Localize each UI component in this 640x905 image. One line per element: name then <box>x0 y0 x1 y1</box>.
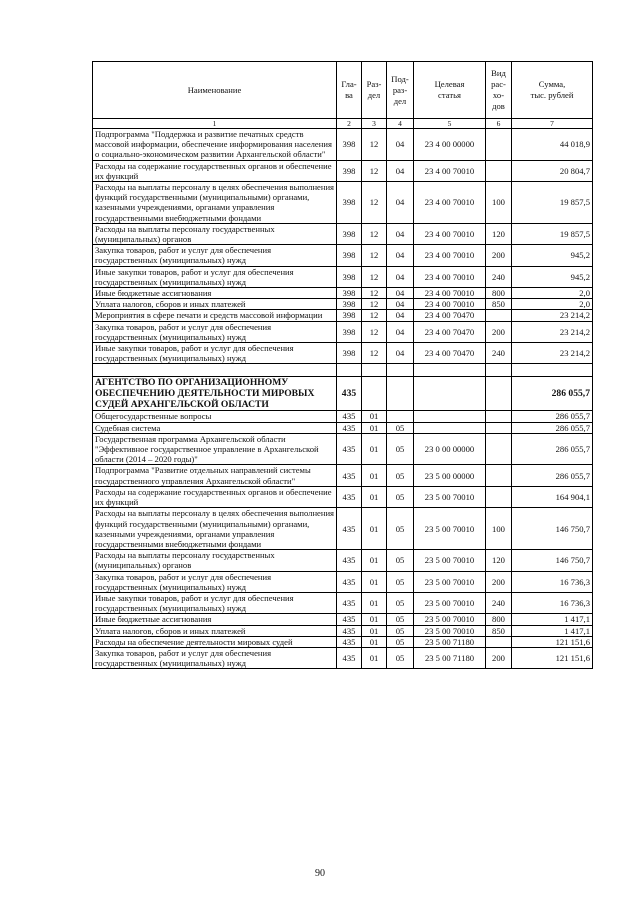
cell-glava: 398 <box>337 245 362 266</box>
cell-podrazdel <box>387 377 414 411</box>
cell-razdel: 12 <box>362 310 387 321</box>
cell-name: Уплата налогов, сборов и иных платежей <box>93 299 337 310</box>
cell-summa: 23 214,2 <box>512 310 593 321</box>
column-number-row <box>93 119 593 129</box>
cell-podrazdel: 05 <box>387 465 414 486</box>
column-number: 4 <box>387 119 414 129</box>
cell-glava: 398 <box>337 223 362 244</box>
cell-name: Мероприятия в сфере печати и средств массовой информации <box>93 310 337 321</box>
cell-vid: 850 <box>486 625 512 636</box>
cell-name: Закупка товаров, работ и услуг для обеспечения государственных (муниципальных) нужд <box>93 321 337 342</box>
cell-cel: 23 4 00 70470 <box>414 310 486 321</box>
cell-name: Закупка товаров, работ и услуг для обеспечения государственных (муниципальных) нужд <box>93 647 337 668</box>
cell-summa: 16 736,3 <box>512 571 593 592</box>
cell-glava: 398 <box>337 160 362 181</box>
cell-podrazdel: 05 <box>387 636 414 647</box>
cell-vid: 240 <box>486 592 512 613</box>
empty-cell <box>93 364 337 377</box>
cell-summa: 19 857,5 <box>512 223 593 244</box>
cell-vid <box>486 377 512 411</box>
cell-summa: 164 904,1 <box>512 486 593 507</box>
document-page <box>92 61 592 669</box>
table-row <box>93 266 593 287</box>
cell-vid <box>486 160 512 181</box>
cell-glava: 435 <box>337 377 362 411</box>
table-row <box>93 223 593 244</box>
cell-summa: 2,0 <box>512 299 593 310</box>
cell-vid <box>486 422 512 433</box>
cell-cel <box>414 377 486 411</box>
cell-cel: 23 4 00 70470 <box>414 321 486 342</box>
cell-summa: 146 750,7 <box>512 550 593 571</box>
empty-cell <box>486 364 512 377</box>
table-row <box>93 343 593 364</box>
cell-vid: 200 <box>486 571 512 592</box>
table-row <box>93 636 593 647</box>
cell-podrazdel: 04 <box>387 299 414 310</box>
cell-cel: 23 5 00 70010 <box>414 592 486 613</box>
table-row <box>93 182 593 224</box>
cell-vid: 200 <box>486 321 512 342</box>
cell-name: Закупка товаров, работ и услуг для обеспечения государственных (муниципальных) нужд <box>93 571 337 592</box>
table-row <box>93 550 593 571</box>
header-razdel: Раз- дел <box>362 62 387 119</box>
cell-razdel: 12 <box>362 321 387 342</box>
cell-name: Иные закупки товаров, работ и услуг для обеспечения государственных (муниципальных) нужд <box>93 592 337 613</box>
cell-glava: 435 <box>337 625 362 636</box>
column-number: 1 <box>93 119 337 129</box>
cell-glava: 398 <box>337 321 362 342</box>
header-summa: Сумма, тыс. рублей <box>512 62 593 119</box>
cell-cel: 23 5 00 00000 <box>414 465 486 486</box>
cell-razdel: 12 <box>362 223 387 244</box>
table-row <box>93 299 593 310</box>
column-number: 5 <box>414 119 486 129</box>
cell-glava: 398 <box>337 266 362 287</box>
table-row <box>93 310 593 321</box>
cell-podrazdel: 05 <box>387 508 414 550</box>
cell-glava: 398 <box>337 129 362 161</box>
table-row <box>93 245 593 266</box>
cell-name: Иные закупки товаров, работ и услуг для обеспечения государственных (муниципальных) нужд <box>93 266 337 287</box>
cell-vid: 120 <box>486 223 512 244</box>
table-row <box>93 625 593 636</box>
cell-razdel: 01 <box>362 486 387 507</box>
table-row <box>93 592 593 613</box>
header-podrazdel: Под- раз- дел <box>387 62 414 119</box>
cell-cel: 23 5 00 70010 <box>414 625 486 636</box>
cell-glava: 435 <box>337 411 362 422</box>
cell-cel: 23 5 00 70010 <box>414 550 486 571</box>
cell-cel: 23 5 00 70010 <box>414 614 486 625</box>
cell-podrazdel: 05 <box>387 592 414 613</box>
cell-podrazdel: 04 <box>387 343 414 364</box>
cell-razdel: 12 <box>362 343 387 364</box>
cell-podrazdel: 05 <box>387 647 414 668</box>
cell-vid: 850 <box>486 299 512 310</box>
table-row <box>93 288 593 299</box>
cell-podrazdel: 04 <box>387 288 414 299</box>
cell-vid: 200 <box>486 647 512 668</box>
cell-podrazdel <box>387 411 414 422</box>
cell-podrazdel: 04 <box>387 310 414 321</box>
header-vid: Вид рас- хо- дов <box>486 62 512 119</box>
cell-cel: 23 5 00 70010 <box>414 508 486 550</box>
cell-razdel: 01 <box>362 625 387 636</box>
table-row <box>93 486 593 507</box>
table-row <box>93 508 593 550</box>
cell-cel: 23 5 00 71180 <box>414 647 486 668</box>
cell-glava: 435 <box>337 647 362 668</box>
cell-vid <box>486 636 512 647</box>
table-row <box>93 465 593 486</box>
cell-summa: 20 804,7 <box>512 160 593 181</box>
cell-podrazdel: 04 <box>387 223 414 244</box>
cell-summa: 121 151,6 <box>512 647 593 668</box>
empty-cell <box>362 364 387 377</box>
empty-cell <box>414 364 486 377</box>
cell-name: Иные закупки товаров, работ и услуг для обеспечения государственных (муниципальных) нужд <box>93 343 337 364</box>
cell-cel: 23 5 00 71180 <box>414 636 486 647</box>
cell-cel <box>414 422 486 433</box>
cell-cel: 23 4 00 70010 <box>414 266 486 287</box>
cell-name: Закупка товаров, работ и услуг для обеспечения государственных (муниципальных) нужд <box>93 245 337 266</box>
column-number: 3 <box>362 119 387 129</box>
empty-cell <box>337 364 362 377</box>
cell-razdel: 01 <box>362 411 387 422</box>
cell-podrazdel: 05 <box>387 433 414 465</box>
cell-summa: 286 055,7 <box>512 411 593 422</box>
cell-razdel: 01 <box>362 433 387 465</box>
cell-razdel: 01 <box>362 571 387 592</box>
cell-podrazdel: 05 <box>387 571 414 592</box>
cell-razdel: 12 <box>362 299 387 310</box>
cell-razdel: 12 <box>362 160 387 181</box>
table-row <box>93 160 593 181</box>
cell-name: Государственная программа Архангельской области "Эффективное государственное управление в Архангельской области (2014 – 2020 годы)" <box>93 433 337 465</box>
cell-glava: 435 <box>337 592 362 613</box>
cell-cel: 23 0 00 00000 <box>414 433 486 465</box>
cell-vid <box>486 411 512 422</box>
cell-glava: 435 <box>337 465 362 486</box>
table-header-row <box>93 62 593 119</box>
table-row <box>93 614 593 625</box>
budget-table <box>92 61 593 669</box>
cell-summa: 945,2 <box>512 266 593 287</box>
cell-name: Расходы на содержание государственных органов и обеспечение их функций <box>93 160 337 181</box>
cell-summa: 2,0 <box>512 288 593 299</box>
cell-glava: 398 <box>337 299 362 310</box>
cell-razdel: 01 <box>362 647 387 668</box>
cell-name: Расходы на выплаты персоналу в целях обеспечения выполнения функций государственными (муниципальными) органами, казенными учреждениями, органами управления государственными внебюджетными фондами <box>93 182 337 224</box>
cell-name: Расходы на выплаты персоналу государственных (муниципальных) органов <box>93 550 337 571</box>
cell-summa: 1 417,1 <box>512 614 593 625</box>
column-number: 7 <box>512 119 593 129</box>
cell-podrazdel: 05 <box>387 614 414 625</box>
header-name: Наименование <box>93 62 337 119</box>
cell-razdel: 12 <box>362 129 387 161</box>
cell-name: Уплата налогов, сборов и иных платежей <box>93 625 337 636</box>
cell-cel: 23 4 00 00000 <box>414 129 486 161</box>
cell-razdel: 12 <box>362 288 387 299</box>
cell-vid <box>486 433 512 465</box>
cell-cel: 23 4 00 70010 <box>414 182 486 224</box>
cell-summa: 16 736,3 <box>512 592 593 613</box>
cell-summa: 945,2 <box>512 245 593 266</box>
cell-podrazdel: 04 <box>387 245 414 266</box>
cell-glava: 398 <box>337 310 362 321</box>
empty-cell <box>387 364 414 377</box>
cell-razdel: 12 <box>362 245 387 266</box>
cell-glava: 435 <box>337 636 362 647</box>
cell-glava: 435 <box>337 571 362 592</box>
cell-name: Иные бюджетные ассигнования <box>93 288 337 299</box>
cell-razdel: 01 <box>362 636 387 647</box>
cell-summa: 286 055,7 <box>512 465 593 486</box>
agency-row <box>93 377 593 411</box>
cell-razdel: 01 <box>362 422 387 433</box>
cell-vid: 800 <box>486 614 512 625</box>
table-row <box>93 129 593 161</box>
table-body <box>93 129 593 669</box>
cell-name: Расходы на обеспечение деятельности мировых судей <box>93 636 337 647</box>
cell-name: Судебная система <box>93 422 337 433</box>
cell-summa: 1 417,1 <box>512 625 593 636</box>
cell-vid <box>486 310 512 321</box>
cell-vid: 100 <box>486 508 512 550</box>
cell-podrazdel: 04 <box>387 321 414 342</box>
cell-summa: 286 055,7 <box>512 433 593 465</box>
column-number: 2 <box>337 119 362 129</box>
cell-razdel: 12 <box>362 182 387 224</box>
cell-vid: 800 <box>486 288 512 299</box>
cell-razdel: 01 <box>362 614 387 625</box>
cell-cel: 23 4 00 70010 <box>414 160 486 181</box>
cell-glava: 398 <box>337 343 362 364</box>
cell-name: Иные бюджетные ассигнования <box>93 614 337 625</box>
cell-podrazdel: 04 <box>387 266 414 287</box>
cell-vid <box>486 486 512 507</box>
cell-summa: 44 018,9 <box>512 129 593 161</box>
cell-cel: 23 4 00 70010 <box>414 299 486 310</box>
cell-cel: 23 4 00 70010 <box>414 245 486 266</box>
cell-name: Расходы на выплаты персоналу в целях обеспечения выполнения функций государственными (муниципальными) органами, казенными учреждениями, органами управления государственными внебюджетными фондами <box>93 508 337 550</box>
cell-summa: 121 151,6 <box>512 636 593 647</box>
spacer-row <box>93 364 593 377</box>
cell-vid: 100 <box>486 182 512 224</box>
cell-razdel: 01 <box>362 508 387 550</box>
cell-name: Подпрограмма "Развитие отдельных направлений системы государственного управления Архангельской области" <box>93 465 337 486</box>
empty-cell <box>512 364 593 377</box>
cell-glava: 435 <box>337 433 362 465</box>
cell-vid <box>486 465 512 486</box>
table-row <box>93 571 593 592</box>
cell-cel: 23 4 00 70010 <box>414 223 486 244</box>
column-number: 6 <box>486 119 512 129</box>
cell-podrazdel: 05 <box>387 625 414 636</box>
table-row <box>93 647 593 668</box>
header-cel: Целевая статья <box>414 62 486 119</box>
header-glava: Гла- ва <box>337 62 362 119</box>
cell-razdel: 01 <box>362 550 387 571</box>
cell-name: Расходы на выплаты персоналу государственных (муниципальных) органов <box>93 223 337 244</box>
cell-name: АГЕНТСТВО ПО ОРГАНИЗАЦИОННОМУ ОБЕСПЕЧЕНИЮ ДЕЯТЕЛЬНОСТИ МИРОВЫХ СУДЕЙ АРХАНГЕЛЬСКОЙ ОБЛАСТИ <box>93 377 337 411</box>
cell-vid: 240 <box>486 266 512 287</box>
cell-vid: 120 <box>486 550 512 571</box>
cell-name: Расходы на содержание государственных органов и обеспечение их функций <box>93 486 337 507</box>
cell-podrazdel: 05 <box>387 550 414 571</box>
cell-glava: 435 <box>337 486 362 507</box>
cell-summa: 23 214,2 <box>512 321 593 342</box>
cell-summa: 146 750,7 <box>512 508 593 550</box>
cell-cel: 23 4 00 70470 <box>414 343 486 364</box>
cell-razdel <box>362 377 387 411</box>
cell-glava: 435 <box>337 614 362 625</box>
cell-glava: 398 <box>337 182 362 224</box>
cell-cel <box>414 411 486 422</box>
cell-podrazdel: 05 <box>387 422 414 433</box>
cell-podrazdel: 04 <box>387 182 414 224</box>
cell-glava: 435 <box>337 422 362 433</box>
page-number: 90 <box>315 868 325 879</box>
cell-name: Подпрограмма "Поддержка и развитие печатных средств массовой информации, обеспечение информирования населения о социально-экономическом развитии Архангельской области" <box>93 129 337 161</box>
cell-cel: 23 5 00 70010 <box>414 571 486 592</box>
cell-cel: 23 4 00 70010 <box>414 288 486 299</box>
cell-name: Общегосударственные вопросы <box>93 411 337 422</box>
cell-podrazdel: 04 <box>387 160 414 181</box>
cell-razdel: 01 <box>362 592 387 613</box>
cell-glava: 435 <box>337 508 362 550</box>
table-row <box>93 321 593 342</box>
table-row <box>93 433 593 465</box>
cell-vid <box>486 129 512 161</box>
cell-vid: 200 <box>486 245 512 266</box>
cell-glava: 398 <box>337 288 362 299</box>
cell-glava: 435 <box>337 550 362 571</box>
cell-razdel: 01 <box>362 465 387 486</box>
table-row <box>93 411 593 422</box>
cell-cel: 23 5 00 70010 <box>414 486 486 507</box>
cell-summa: 23 214,2 <box>512 343 593 364</box>
cell-summa: 286 055,7 <box>512 422 593 433</box>
table-row <box>93 422 593 433</box>
cell-podrazdel: 04 <box>387 129 414 161</box>
cell-summa: 286 055,7 <box>512 377 593 411</box>
cell-vid: 240 <box>486 343 512 364</box>
cell-razdel: 12 <box>362 266 387 287</box>
cell-podrazdel: 05 <box>387 486 414 507</box>
cell-summa: 19 857,5 <box>512 182 593 224</box>
